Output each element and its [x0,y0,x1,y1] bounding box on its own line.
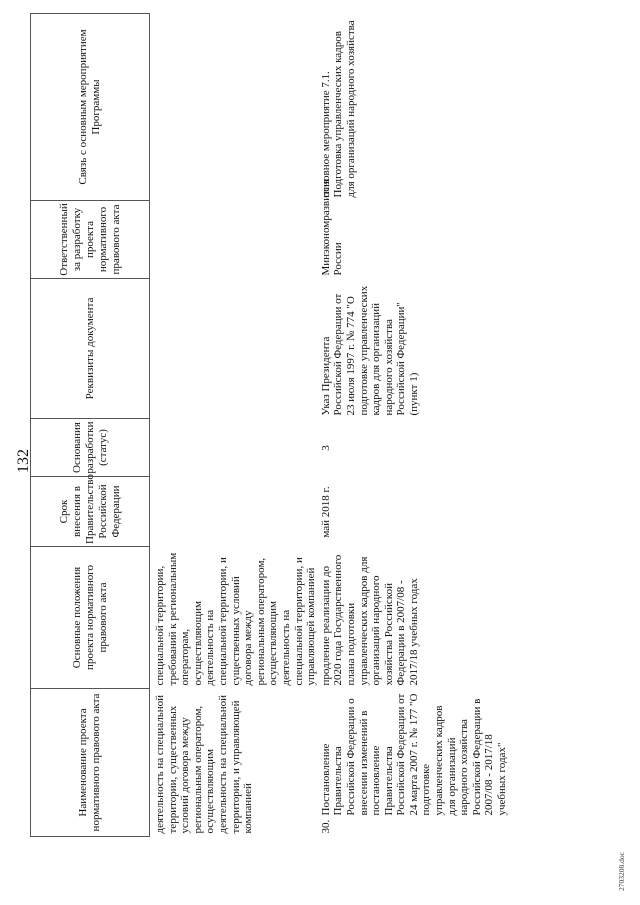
row30-name-cell [318,689,509,837]
row30-program-link: основное мероприятие 7.1. Подготовка управленческих кадров для организаций народного хозяйства [319,20,357,198]
header-requisites: Реквизиты документа [31,279,150,419]
table-row [318,14,509,837]
row-number: 30. [319,819,332,834]
row30-deadline: май 2018 г. [319,486,332,538]
row30-basis: 3 [319,445,332,451]
header-deadline: Срок внесения в Правительство Российской Федерации [31,477,150,547]
file-name-footer: 2703208.doc [617,852,626,891]
table-header-row [31,14,150,837]
legislation-table [30,13,509,837]
page-number: 132 [15,449,32,473]
table-row [150,14,318,837]
row30-provisions: продление реализации до 2020 года Государственного плана подготовки управленческих кадров для организаций народного хозяйства Российской Федерации в 2007/08 - 2017/18 учебных годах [319,554,420,686]
continuation-provisions: специальной территории, требований к региональным операторам, осуществляющим деятельность на специальной территории, и существенных условий договора между региональным оператором, осуществляющим деятельность на специальной территории, и управляющей компанией [154,552,318,686]
header-responsible: Ответственный за разработку проекта нормативного правового акта [31,201,150,279]
continuation-name: деятельность на специальной территории, существенных условий договора между региональным оператором, осуществляющим деятельность на специальной территории, и управляющей компанией [154,694,255,834]
header-program-link: Связь с основным мероприятием Программы [31,14,150,201]
header-name: Наименование проекта нормативного правового акта [31,689,150,837]
header-basis: Основания разработки (статус) [31,419,150,477]
row30-requisites: Указ Президента Российской Федерации от 23 июля 1997 г. № 774 "О подготовке управленческих кадров для организаций народного хозяйства Российской Федерации" (пункт 1) [319,285,420,416]
row30-responsible: Минэкономразвития России [319,179,345,276]
header-provisions: Основные положения проекта нормативного правового акта [31,547,150,689]
row30-name: Постановление Правительства Российской Федерации о внесении изменений в постановление Правительства Российской Федерации от 24 марта 2007 г. № 177 "О подготовке управленческих кадров для организаций народного хозяйства Российской Федерации в 2007/08 - 2017/18 учебных годах" [319,693,509,816]
